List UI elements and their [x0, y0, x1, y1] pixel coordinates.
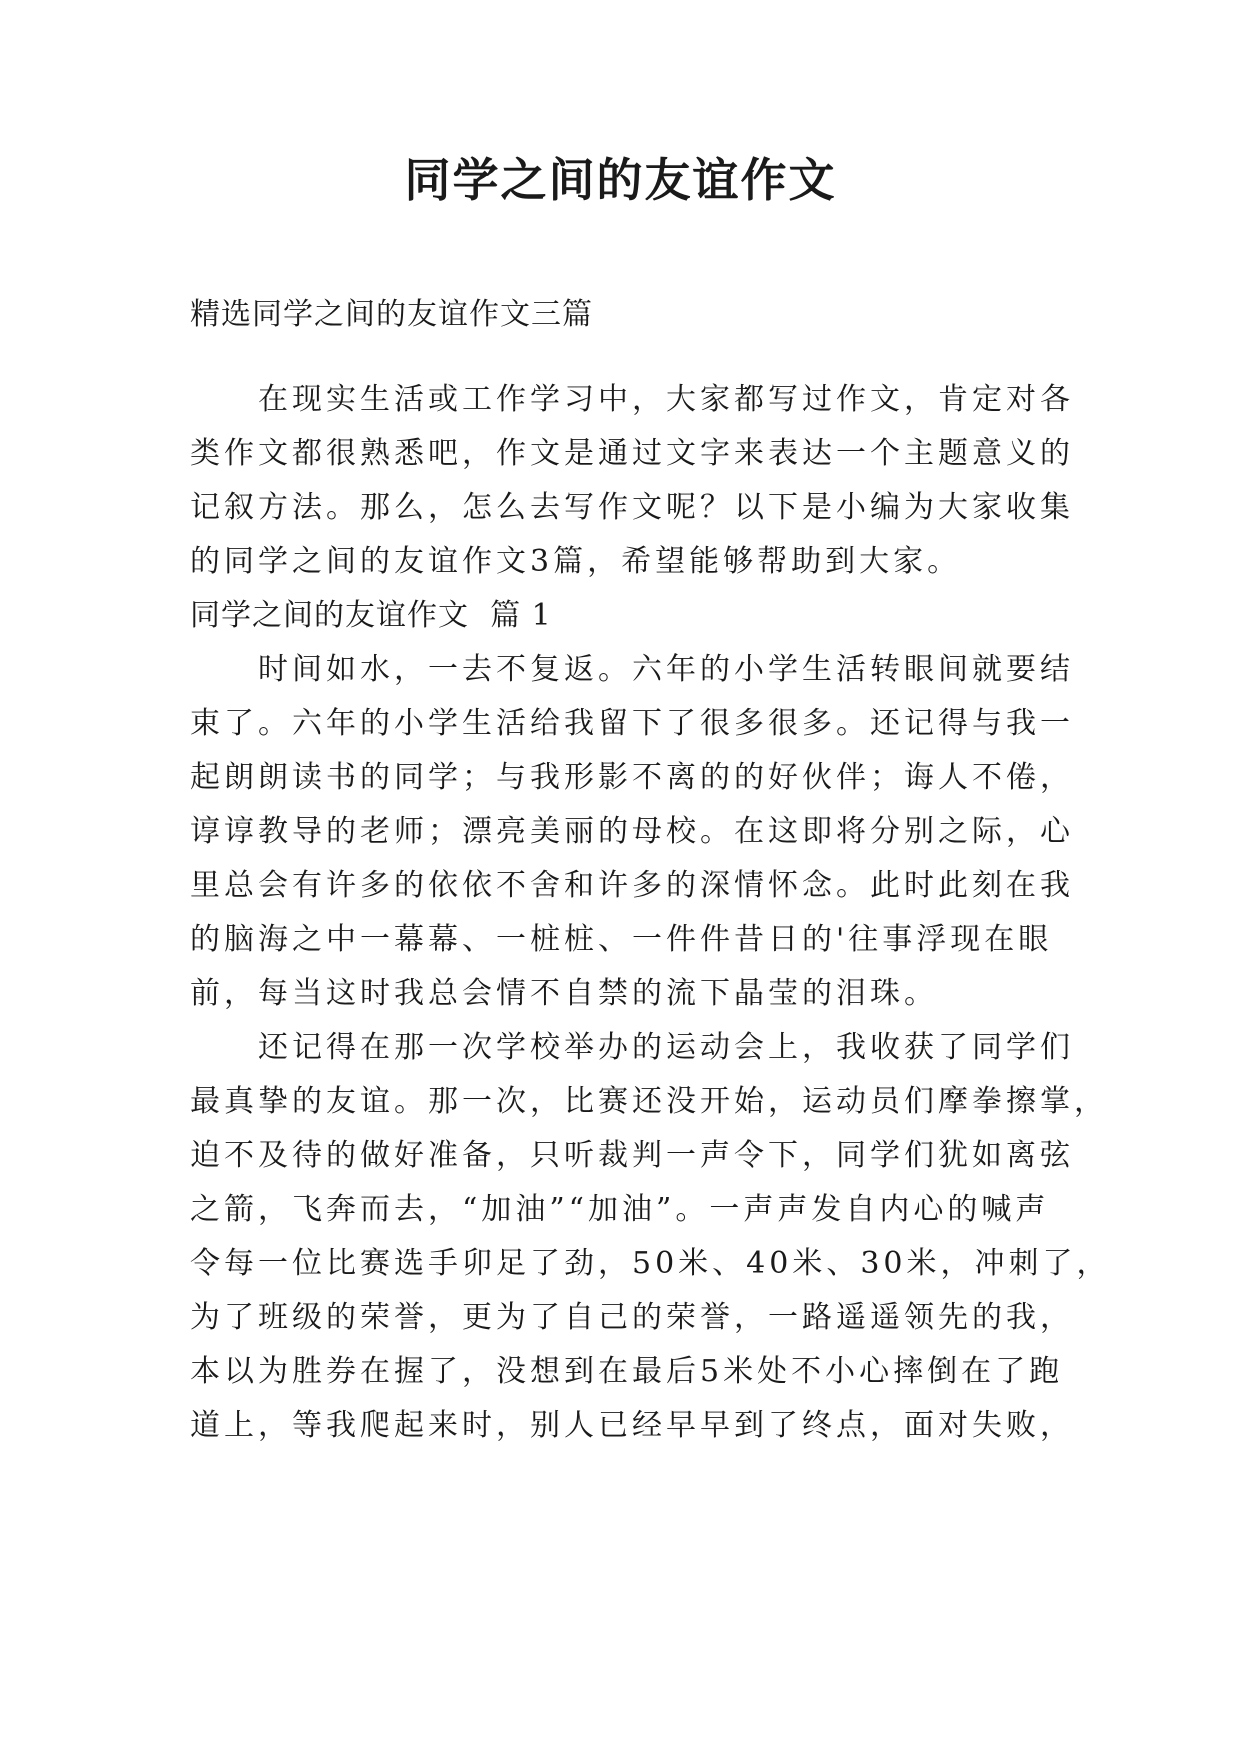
paragraph-line: 束了。六年的小学生活给我留下了很多很多。还记得与我一 — [190, 706, 1074, 741]
paragraph-line: 还记得在那一次学校举办的运动会上，我收获了同学们 — [190, 1030, 1074, 1065]
paragraph-line: 令每一位比赛选手卯足了劲，50米、40米、30米，冲刺了， — [190, 1246, 1111, 1281]
paragraph-line: 谆谆教导的老师；漂亮美丽的母校。在这即将分别之际，心 — [190, 814, 1074, 849]
paragraph-line: 迫不及待的做好准备，只听裁判一声令下，同学们犹如离弦 — [190, 1138, 1074, 1173]
document-subtitle: 精选同学之间的友谊作文三篇 — [190, 297, 593, 332]
paragraph-line: 最真挚的友谊。那一次，比赛还没开始，运动员们摩拳擦掌， — [190, 1084, 1108, 1119]
document-title: 同学之间的友谊作文 — [404, 153, 837, 207]
section-heading: 同学之间的友谊作文 篇 1 — [190, 598, 552, 633]
paragraph-line: 起朗朗读书的同学；与我形影不离的的好伙伴；诲人不倦， — [190, 760, 1074, 795]
paragraph-line: 前，每当这时我总会情不自禁的流下晶莹的泪珠。 — [190, 976, 938, 1011]
paragraph-line: 本以为胜券在握了，没想到在最后5米处不小心摔倒在了跑 — [190, 1354, 1064, 1389]
paragraph-line: 里总会有许多的依依不舍和许多的深情怀念。此时此刻在我 — [190, 868, 1074, 903]
intro-line: 在现实生活或工作学习中，大家都写过作文，肯定对各 — [190, 382, 1074, 417]
paragraph-line: 道上，等我爬起来时，别人已经早早到了终点，面对失败， — [190, 1408, 1074, 1443]
paragraph-line: 时间如水，一去不复返。六年的小学生活转眼间就要结 — [190, 652, 1074, 687]
paragraph-line: 的脑海之中一幕幕、一桩桩、一件件昔日的'往事浮现在眼 — [190, 922, 1053, 957]
intro-line: 类作文都很熟悉吧，作文是通过文字来表达一个主题意义的 — [190, 436, 1074, 471]
intro-line: 记叙方法。那么，怎么去写作文呢？以下是小编为大家收集 — [190, 490, 1074, 525]
paragraph-line: 为了班级的荣誉，更为了自己的荣誉，一路遥遥领先的我， — [190, 1300, 1074, 1335]
intro-line: 的同学之间的友谊作文3篇，希望能够帮助到大家。 — [190, 544, 962, 579]
paragraph-line: 之箭，飞奔而去，“加油”“加油”。一声声发自内心的喊声 — [190, 1192, 1050, 1227]
